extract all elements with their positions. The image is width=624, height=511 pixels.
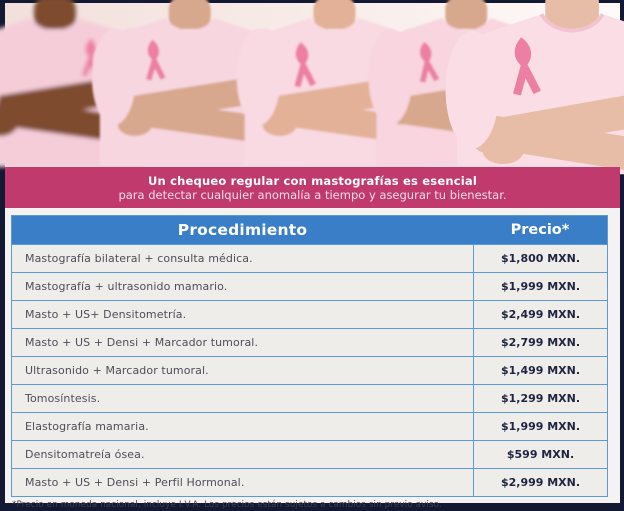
price-cell: $1,999 MXN. xyxy=(473,273,607,300)
price-disclaimer: *Precio en moneda nacional, incluye I.V.A. Los precios están sujetos a cambios sin previo aviso. xyxy=(12,500,442,510)
table-row xyxy=(12,356,607,384)
price-table xyxy=(11,215,608,497)
table-row xyxy=(12,300,607,328)
column-header-price: Precio* xyxy=(510,222,570,238)
price-cell: $2,799 MXN. xyxy=(473,329,607,356)
hero-photo xyxy=(5,3,620,167)
table-row xyxy=(12,272,607,300)
price-cell: $2,999 MXN. xyxy=(473,469,607,496)
column-header-procedure: Procedimiento xyxy=(177,221,308,239)
price-cell: $599 MXN. xyxy=(473,441,607,468)
procedure-cell: Mastografía bilateral + consulta médica. xyxy=(25,252,253,265)
price-cell: $1,800 MXN. xyxy=(473,245,607,272)
price-cell: $1,999 MXN. xyxy=(473,413,607,440)
procedure-cell: Tomosíntesis. xyxy=(25,392,101,405)
message-banner xyxy=(5,167,620,208)
procedure-cell: Elastografía mamaria. xyxy=(25,420,149,433)
banner-subtitle: para detectar cualquier anomalía a tiempo y asegurar tu bienestar. xyxy=(118,187,507,202)
table-row xyxy=(12,244,607,272)
price-cell: $2,499 MXN. xyxy=(473,301,607,328)
table-header-row xyxy=(12,216,607,244)
table-row xyxy=(12,412,607,440)
procedure-cell: Masto + US + Densi + Marcador tumoral. xyxy=(25,336,259,349)
procedure-cell: Densitomatreía ósea. xyxy=(25,448,145,461)
banner-title: Un chequeo regular con mastografías es esencial xyxy=(148,173,477,188)
flyer-body xyxy=(5,3,620,510)
pink-ribbon-women-illustration xyxy=(5,3,620,167)
procedure-cell: Masto + US + Densi + Perfil Hormonal. xyxy=(25,476,245,489)
table-row xyxy=(12,328,607,356)
price-cell: $1,499 MXN. xyxy=(473,357,607,384)
procedure-cell: Masto + US+ Densitometría. xyxy=(25,308,187,321)
procedure-cell: Mastografía + ultrasonido mamario. xyxy=(25,280,228,293)
table-row xyxy=(12,384,607,412)
table-row xyxy=(12,440,607,468)
table-row xyxy=(12,468,607,496)
procedure-cell: Ultrasonido + Marcador tumoral. xyxy=(25,364,209,377)
price-cell: $1,299 MXN. xyxy=(473,385,607,412)
